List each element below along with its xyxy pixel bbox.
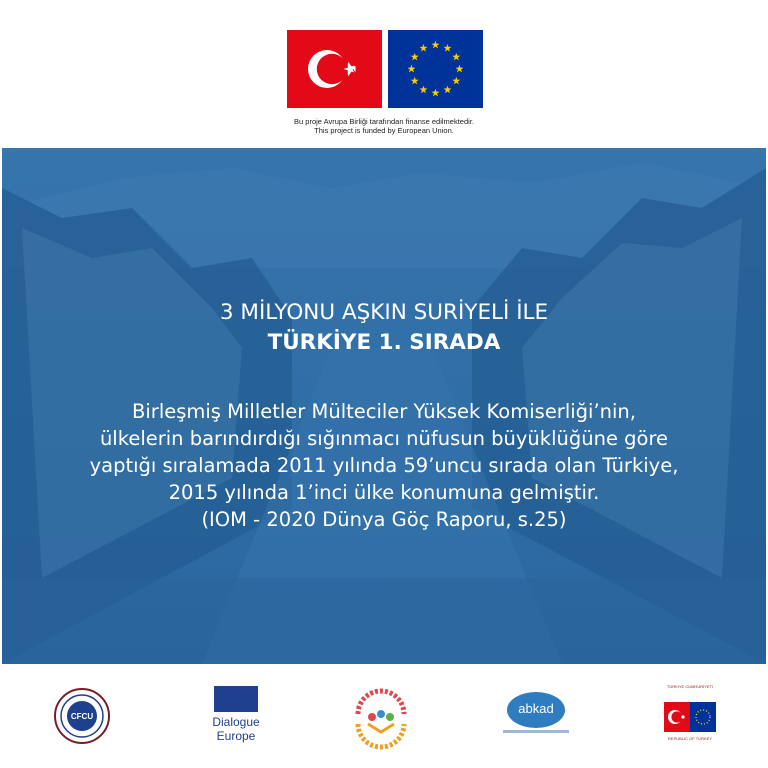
- eu-star-icon: [444, 86, 452, 94]
- funding-notice-tr: Bu proje Avrupa Birliği tarafından finanse edilmektedir.: [294, 117, 474, 126]
- eu-flag: [388, 30, 483, 108]
- tr-eu-flags-icon: [664, 702, 716, 732]
- eu-star-icon: [452, 77, 460, 85]
- cfcu-logo: [54, 688, 110, 744]
- ministry-bottom-label: REPUBLIC OF TURKEY: [668, 736, 712, 741]
- headline-line-2: TÜRKİYE 1. SIRADA: [267, 330, 501, 355]
- body-text: [0, 398, 768, 533]
- abkad-logo: [507, 692, 565, 738]
- europe-label: Europe: [216, 729, 256, 743]
- eu-star-icon: [420, 86, 428, 94]
- eu-stars-icon: [388, 30, 483, 108]
- ministry-logo: [658, 684, 722, 754]
- funding-notice: [0, 117, 768, 135]
- ministry-top-label: TÜRKİYE CUMHURİYETİ: [666, 684, 714, 689]
- dialogue-label: Dialogue: [212, 715, 260, 729]
- body-line: yaptığı sıralamada 2011 yılında 59’uncu sırada olan Türkiye,: [89, 454, 679, 477]
- eu-star-icon: [411, 53, 419, 61]
- dialogue-europe-logo: [212, 686, 260, 748]
- cfcu-label: CFCU: [70, 712, 94, 721]
- body-line: 2015 yılında 1’inci ülke konumuna gelmiştir.: [168, 481, 600, 504]
- headline-line-1: 3 MİLYONU AŞKIN SURİYELİ İLE: [219, 300, 549, 325]
- headline: [0, 298, 768, 358]
- eu-star-icon: [411, 77, 419, 85]
- abkad-subtitle-bar: [503, 730, 569, 733]
- eu-star-icon: [456, 65, 464, 73]
- partner-logos: [0, 680, 768, 760]
- eu-star-icon: [408, 65, 416, 73]
- eu-star-icon: [420, 44, 428, 52]
- body-line: ülkelerin barındırdığı sığınmacı nüfusun büyüklüğüne göre: [99, 427, 669, 450]
- eu-star-icon: [444, 44, 452, 52]
- abkad-label: abkad: [518, 701, 554, 716]
- crescent-star-icon: [287, 30, 382, 108]
- eu-star-icon: [452, 53, 460, 61]
- citation-line: (IOM - 2020 Dünya Göç Raporu, s.25): [201, 508, 567, 531]
- civil-society-emblem-icon: [350, 684, 412, 750]
- cfcu-seal-icon: [54, 688, 110, 744]
- civil-society-logo: [350, 684, 412, 750]
- eu-star-icon: [432, 89, 440, 97]
- eu-star-icon: [432, 41, 440, 49]
- eu-small-flag-icon: [214, 686, 258, 712]
- turkey-flag: [287, 30, 382, 108]
- header-flags: [287, 30, 483, 114]
- body-line: Birleşmiş Milletler Mülteciler Yüksek Komiserliği’nin,: [132, 400, 636, 423]
- funding-notice-en: This project is funded by European Union.: [314, 126, 454, 135]
